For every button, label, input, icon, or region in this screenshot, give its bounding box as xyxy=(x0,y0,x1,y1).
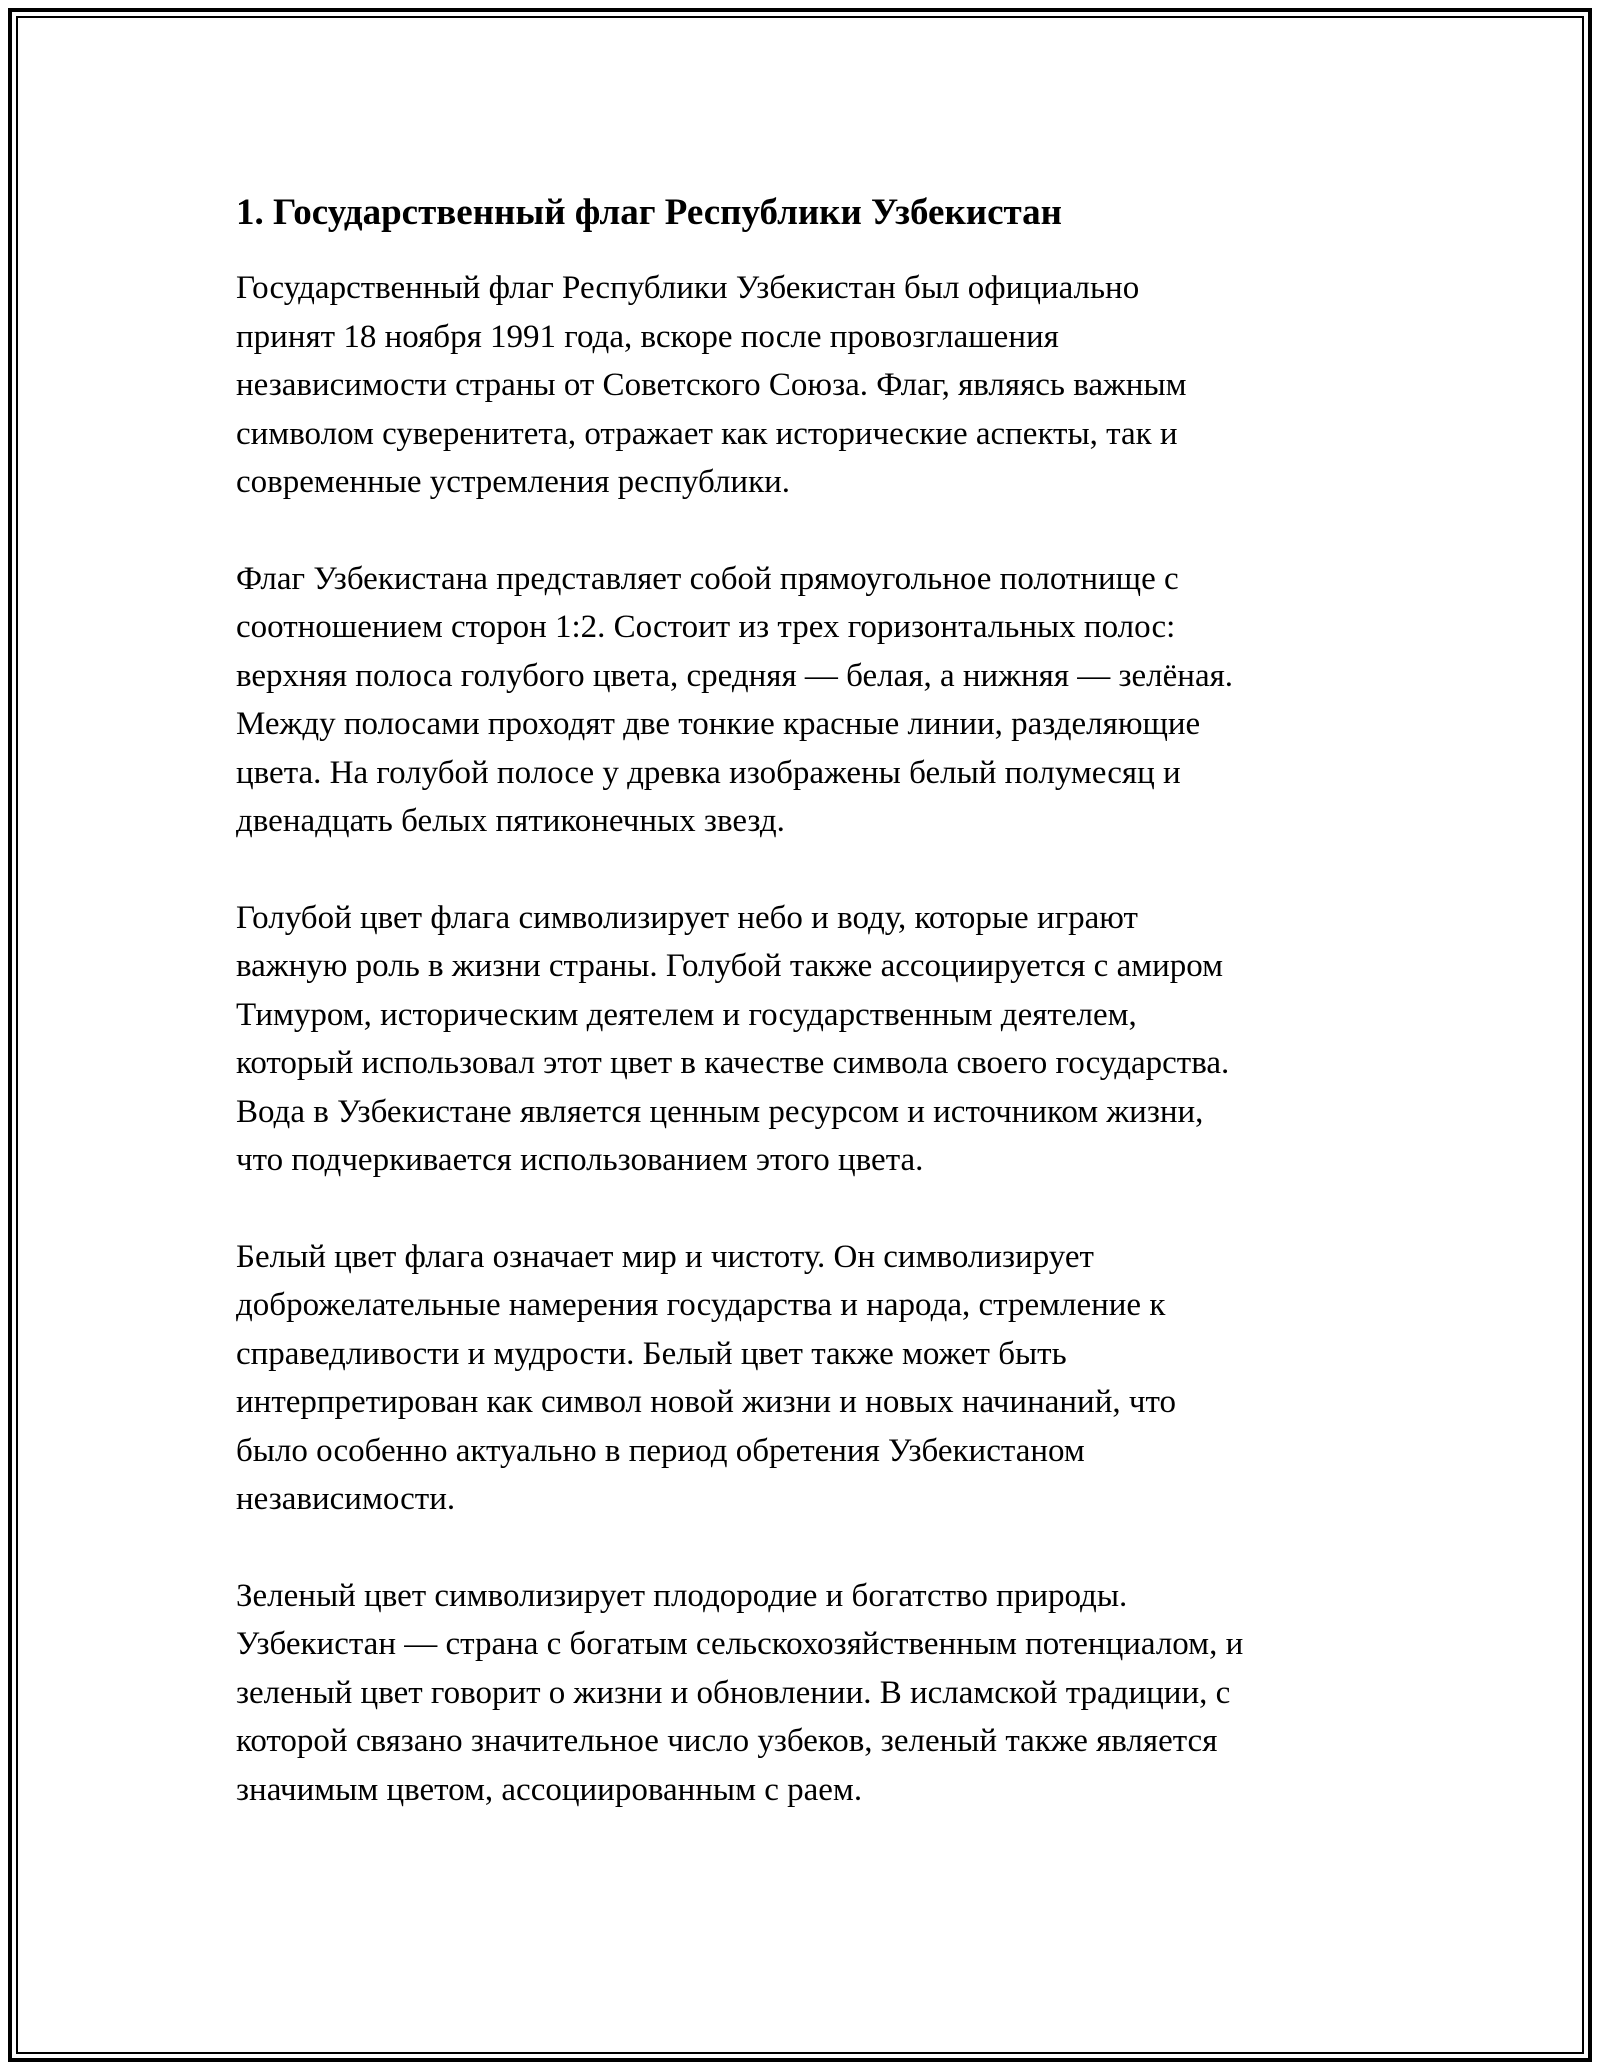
section-heading: 1. Государственный флаг Республики Узбекистан xyxy=(236,192,1062,233)
text-line: что подчеркивается использованием этого цвета. xyxy=(236,1142,924,1178)
text-line: Государственный флаг Республики Узбекистан был официально xyxy=(236,270,1140,306)
text-line: принят 18 ноября 1991 года, вскоре после провозглашения xyxy=(236,318,1059,355)
text-line: соотношением сторон 1:2. Состоит из трех горизонтальных полос: xyxy=(236,609,1176,645)
text-line: верхняя полоса голубого цвета, средняя — белая, а нижняя — зелёная. xyxy=(236,657,1234,694)
text-line: Узбекистан — страна с богатым сельскохозяйственным потенциалом, и xyxy=(236,1626,1244,1662)
text-line: Тимуром, историческим деятелем и государственным деятелем, xyxy=(236,996,1137,1033)
text-line: важную роль в жизни страны. Голубой также ассоциируется с амиром xyxy=(236,948,1224,984)
paragraph-green-color xyxy=(236,1572,1386,1815)
text-line: было особенно актуально в период обретения Узбекистаном xyxy=(236,1432,1085,1469)
text-line: Белый цвет флага означает мир и чистоту. Он символизирует xyxy=(236,1238,1094,1275)
text-line: Голубой цвет флага символизирует небо и воду, которые играют xyxy=(236,899,1138,936)
text-line: доброжелательные намерения государства и народа, стремление к xyxy=(236,1287,1166,1323)
paragraph-blue-color xyxy=(236,894,1386,1185)
text-line: который использовал этот цвет в качестве символа своего государства. xyxy=(236,1045,1230,1081)
text-line: независимости. xyxy=(236,1481,456,1517)
text-line: которой связано значительное число узбеков, зеленый также является xyxy=(236,1723,1218,1759)
paragraph-white-color xyxy=(236,1233,1386,1524)
text-line: интерпретирован как символ новой жизни и новых начинаний, что xyxy=(236,1384,1176,1420)
text-line: Вода в Узбекистане является ценным ресурсом и источником жизни, xyxy=(236,1093,1204,1130)
text-line: Зеленый цвет символизирует плодородие и богатство природы. xyxy=(236,1577,1128,1614)
text-line: независимости страны от Советского Союза. Флаг, являясь важным xyxy=(236,367,1187,403)
document-body xyxy=(236,186,1386,1862)
text-line: Между полосами проходят две тонкие красные линии, разделяющие xyxy=(236,706,1201,742)
text-line: символом суверенитета, отражает как исторические аспекты, так и xyxy=(236,415,1178,452)
paragraph-adoption xyxy=(236,264,1386,507)
text-line: зеленый цвет говорит о жизни и обновлении. В исламской традиции, с xyxy=(236,1674,1231,1711)
paragraph-design xyxy=(236,555,1386,846)
text-line: значимым цветом, ассоциированным с раем. xyxy=(236,1771,863,1808)
text-line: двенадцать белых пятиконечных звезд. xyxy=(236,803,785,839)
text-line: цвета. На голубой полосе у древка изображены белый полумесяц и xyxy=(236,754,1181,791)
text-line: Флаг Узбекистана представляет собой прямоугольное полотнище с xyxy=(236,560,1179,597)
text-line: справедливости и мудрости. Белый цвет также может быть xyxy=(236,1335,1067,1372)
text-line: современные устремления республики. xyxy=(236,464,791,500)
